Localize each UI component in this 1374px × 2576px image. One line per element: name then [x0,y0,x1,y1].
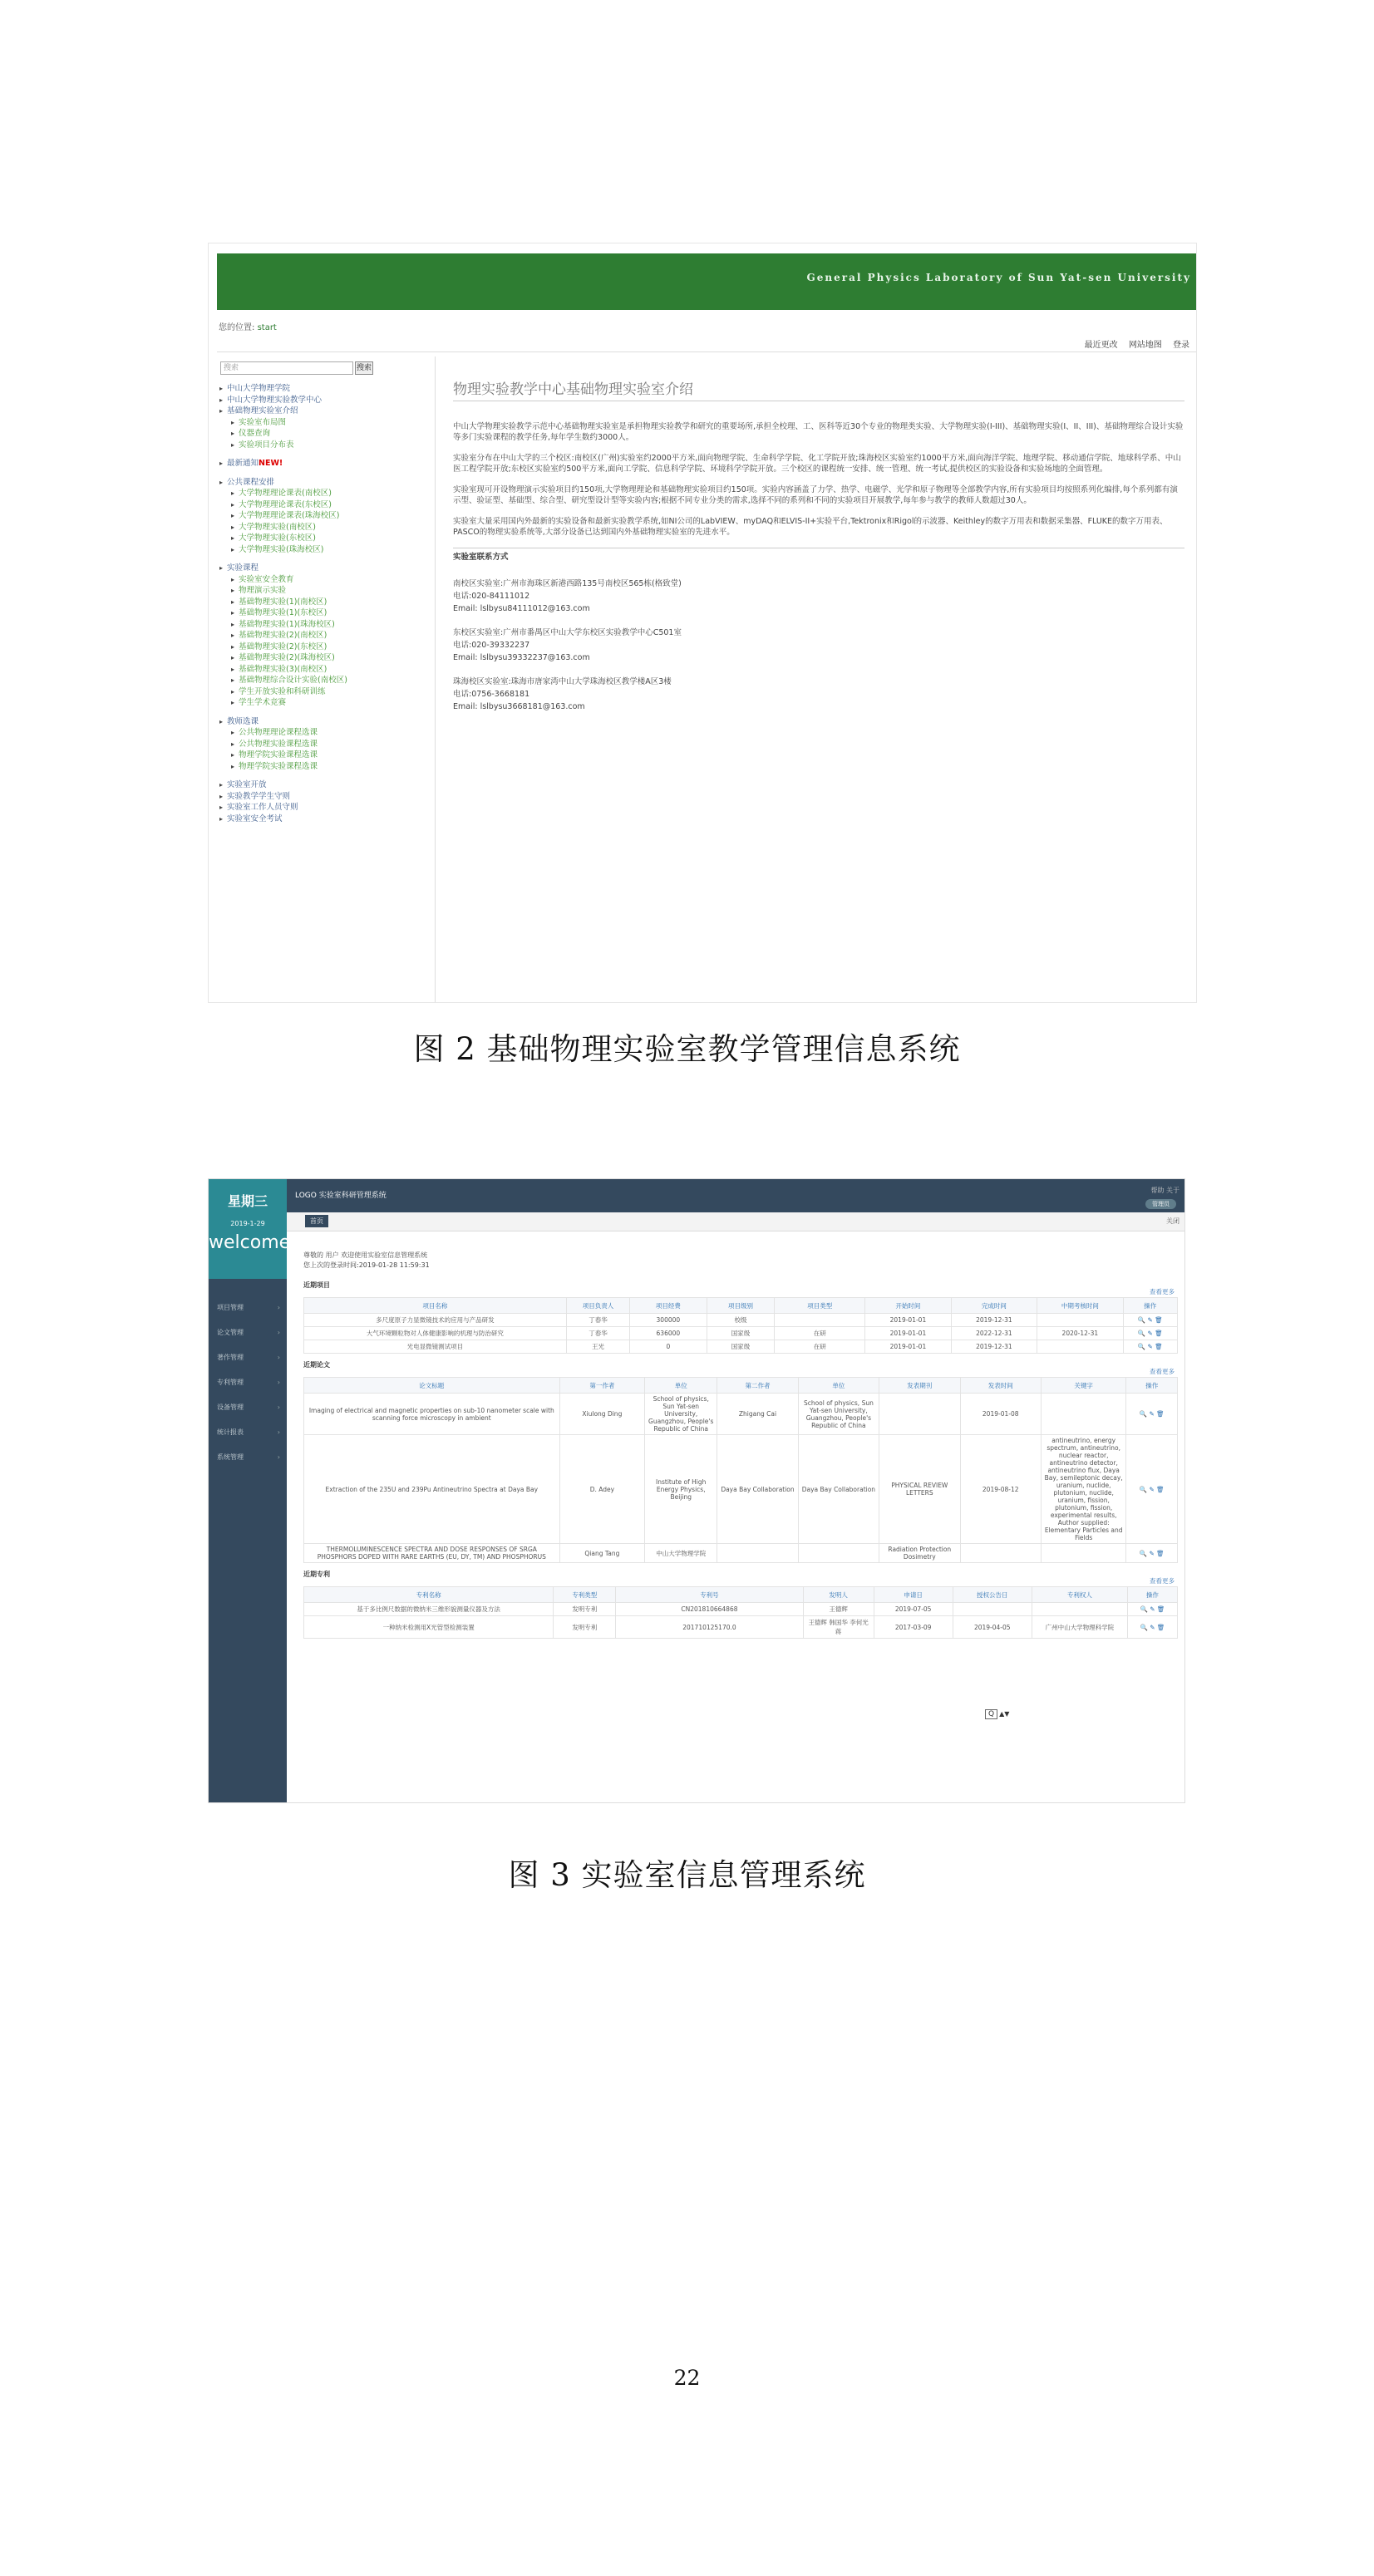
sidebar-item-label: 大学物理实验(东校区) [239,533,316,543]
sidebar-item-label: 实验室开放 [227,780,267,789]
table-cell: 636000 [630,1327,707,1340]
menu-item-system[interactable]: 系统管理 › [209,1445,287,1470]
table-cell: Daya Bay Collaboration [798,1435,879,1544]
table-row [304,1394,1178,1435]
row-actions[interactable]: 🔍 ✎ 🗑 [1126,1435,1178,1544]
email-line[interactable]: Email: lslbysu3668181@163.com [453,702,585,711]
more-link[interactable]: 查看更多 [1150,1577,1175,1585]
phone-line: 电话:0756-3668181 [453,690,530,699]
table-cell: 2019-04-05 [953,1616,1032,1639]
search-input[interactable]: 搜索 [220,361,353,375]
menu-item-books[interactable]: 著作管理 › [209,1345,287,1370]
stepper-value[interactable]: Q [985,1709,997,1719]
table-cell [717,1544,798,1563]
section-heading: 近期论文 [303,1361,330,1369]
intro-paragraph: 实验室现可开设物理演示实验项目约150项,大学物理理论和基础物理实验项目约150项。实验内容涵盖了力学、热学、电磁学、光学和原子物理等全部教学内容,所有实验项目均按照系列化编排,每个系列都有演示型、验证型、基础型、综合型、研究型设计型等实验内容;根据不同专业分类的需求,选择不同的系列和不同的实验项目开展教学,每年参与教学的教师人数超过30人。 [453,485,1178,505]
sidebar-item[interactable] [217,675,435,686]
column-header[interactable]: 发表时间 [960,1378,1041,1394]
row-actions[interactable]: 🔍 ✎ 🗑 [1123,1340,1177,1354]
table-cell: Daya Bay Collaboration [717,1435,798,1544]
patents-table [303,1586,1178,1639]
table-cell: 2019-12-31 [951,1340,1037,1354]
table-cell: 2019-01-01 [865,1340,951,1354]
recent-papers-section [303,1360,1178,1563]
column-header[interactable]: 操作 [1127,1587,1177,1603]
table-cell: 0 [630,1340,707,1354]
breadcrumb-link[interactable]: start [257,323,277,332]
table-row [304,1314,1178,1327]
sitemap-link[interactable]: 网站地图 [1128,341,1162,350]
sidebar-item-label: 教师选课 [227,716,259,726]
menu-item-patents[interactable]: 专利管理 › [209,1370,287,1395]
sidebar-item-label: 大学物理理论课表(东校区) [239,499,332,509]
papers-table [303,1377,1178,1563]
site-banner [217,253,1196,310]
section-heading: 近期专利 [303,1571,330,1578]
table-cell: Qiang Tang [559,1544,645,1563]
sidebar-item[interactable] [217,395,435,406]
sidebar-item-label: 公共课程安排 [227,477,275,487]
sidebar-item[interactable] [217,477,435,489]
column-header[interactable]: 项目级别 [707,1298,775,1314]
sidebar-item-label: 基础物理实验(2)(珠海校区) [239,653,335,662]
column-header[interactable]: 开始时间 [865,1298,951,1314]
column-header[interactable]: 操作 [1123,1298,1177,1314]
left-menu [209,1295,287,1470]
sidebar-item[interactable] [217,428,435,440]
left-sidebar [209,1179,291,1802]
projects-table [303,1297,1178,1354]
column-header[interactable]: 完成时间 [951,1298,1037,1314]
table-cell: 在研 [775,1327,865,1340]
recent-patents-section [303,1570,1178,1639]
sidebar-item[interactable] [217,652,435,664]
welcome-text: welcome [209,1232,291,1253]
stepper-arrows-icon[interactable]: ▲▼ [999,1710,1010,1718]
sidebar-item-label: 实验室布局图 [239,417,287,427]
sidebar-item[interactable] [217,716,435,728]
sidebar-item-label: 实验室安全教育 [239,574,294,584]
table-cell: 2019-07-05 [874,1603,953,1616]
intro-paragraph: 中山大学物理实验教学示范中心基础物理实验室是承担物理实验教学和研究的重要场所,承担全校理、工、医科等近30个专业的物理类实验、大学物理实验(I-III)、基础物理实验(I、II、III)、基础物理综合设计实验等多门实验课程的教学任务,每年学生数约3000人。 [453,422,1184,442]
intro-paragraph: 实验室分布在中山大学的三个校区:南校区(广州)实验室约2000平方米,面向物理学院、生命科学学院、化工学院开放;珠海校区实验室约1000平方米,面向海洋学院、地理学院、移动通信学院、地球科学系、中山医工程学院开放;东校区实验室约500平方米,面向工学院、信息科学学院、环境科学学院开放。三个校区的课程统一安排、统一管理、统一考试,提供校区的实验设备和实验场地的全面管理。 [453,454,1181,474]
date-text: 2019-1-29 [230,1220,265,1227]
main-content [453,381,1184,725]
table-cell: D. Adey [559,1435,645,1544]
table-cell: 丁春华 [566,1327,629,1340]
sidebar-item[interactable] [217,697,435,709]
table-row [304,1616,1178,1639]
table-cell: 300000 [630,1314,707,1327]
more-link[interactable]: 查看更多 [1150,1288,1175,1295]
sidebar-item[interactable] [217,417,435,429]
sidebar-item-label: 大学物理理论课表(南校区) [239,489,332,498]
column-header[interactable]: 关键字 [1041,1378,1126,1394]
table-cell: 2019-01-01 [865,1314,951,1327]
table-cell: 一种纳米检测用X光管型检测装置 [304,1616,554,1639]
column-header[interactable]: 申请日 [874,1587,953,1603]
sidebar-item[interactable] [217,750,435,761]
row-actions[interactable]: 🔍 ✎ 🗑 [1126,1394,1178,1435]
divider [217,351,1196,352]
table-cell: 2020-12-31 [1037,1327,1123,1340]
column-header[interactable]: 专利权人 [1032,1587,1127,1603]
sidebar-item[interactable] [217,488,435,499]
sidebar-item-label: 大学物理实验(南校区) [239,522,316,532]
table-cell: Xiulong Ding [559,1394,645,1435]
sidebar-item-label: 实验室工作人员守则 [227,803,298,812]
table-cell [960,1544,1041,1563]
column-header[interactable]: 专利类型 [554,1587,616,1603]
sidebar-item[interactable] [217,761,435,773]
table-cell: School of physics, Sun Yat-sen University, Guangzhou, People's Republic of China [645,1394,717,1435]
sidebar-item-label: 基础物理实验(1)(珠海校区) [239,619,335,629]
table-cell: 基于多比例尺数据的微纳米三维形貌测量仪器及方法 [304,1603,554,1616]
table-cell: 多尺度原子力显微镜技术的应用与产品研发 [304,1314,567,1327]
table-cell: Imaging of electrical and magnetic properties on sub-10 nanometer scale with scanning force microscopy in ambient [304,1394,560,1435]
sidebar-item-label: 仪器查询 [239,429,271,438]
table-cell [798,1544,879,1563]
sidebar-item[interactable] [217,544,435,556]
sidebar-item[interactable] [217,739,435,750]
table-cell: 2019-08-12 [960,1435,1041,1544]
table-cell: PHYSICAL REVIEW LETTERS [879,1435,960,1544]
column-header[interactable]: 第一作者 [559,1378,645,1394]
top-bar [287,1179,1184,1212]
table-cell [1037,1314,1123,1327]
sidebar-item[interactable] [217,458,435,469]
sidebar-item[interactable] [217,664,435,676]
email-line[interactable]: Email: lslbysu84111012@163.com [453,604,590,613]
sidebar-item-label: 实验室安全考试 [227,814,283,823]
sidebar-item-label: 学生学术竞赛 [239,698,287,707]
sidebar-item[interactable] [217,499,435,511]
address-block-south [453,578,1184,615]
sidebar-item-label: 物理演示实验 [239,586,287,595]
table-cell [775,1314,865,1327]
column-header[interactable]: 第二作者 [717,1378,798,1394]
table-cell: 王光 [566,1340,629,1354]
row-actions[interactable]: 🔍 ✎ 🗑 [1126,1544,1178,1563]
sidebar-item[interactable] [217,533,435,544]
sidebar-item-label: 中山大学物理学院 [227,384,291,393]
sidebar-item[interactable] [217,406,435,417]
top-links [1076,337,1189,350]
column-header[interactable]: 项目经费 [630,1298,707,1314]
sidebar-item[interactable] [217,686,435,698]
tab-bar [287,1212,1184,1231]
date-panel [209,1179,291,1279]
banner-title: General Physics Laboratory of Sun Yat-sen University [806,272,1191,283]
sidebar-item-label: 实验教学学生守则 [227,791,291,801]
sidebar-item[interactable] [217,619,435,631]
sidebar-item-label: 物理学院实验课程选课 [239,761,318,771]
address-line: 东校区实验室:广州市番禺区中山大学东校区实验教学中心C501室 [453,628,682,637]
column-header[interactable]: 单位 [798,1378,879,1394]
sidebar-item-label: 物理学院实验课程选课 [239,750,318,760]
table-cell: 光电显微镜测试项目 [304,1340,567,1354]
page-number: 22 [673,2366,701,2390]
user-badge[interactable]: 管理员 [1145,1199,1176,1209]
column-header[interactable]: 发表期刊 [879,1378,960,1394]
table-row [304,1340,1178,1354]
table-cell [1041,1544,1126,1563]
tab-home[interactable]: 首页 [305,1215,328,1227]
table-cell [1037,1340,1123,1354]
menu-item-reports[interactable]: 统计报表 › [209,1420,287,1445]
column-header[interactable]: 操作 [1126,1378,1178,1394]
sidebar-nav [217,383,435,824]
table-cell: THERMOLUMINESCENCE SPECTRA AND DOSE RESPONSES OF SRGA PHOSPHORS DOPED WITH RARE EARTHS (EU, DY, TM) AND PHOSPHORUS [304,1544,560,1563]
email-line[interactable]: Email: lslbysu39332237@163.com [453,653,590,662]
column-header[interactable]: 论文标题 [304,1378,560,1394]
address-line: 南校区实验室:广州市海珠区新港西路135号南校区565栋(格致堂) [453,579,682,588]
sidebar-item[interactable] [217,574,435,586]
sidebar-item-label: 实验课程 [227,563,259,573]
contact-heading: 实验室联系方式 [453,553,509,562]
sidebar-item-label: 基础物理实验(1)(东校区) [239,608,327,617]
sidebar [217,356,436,1002]
row-actions[interactable]: 🔍 ✎ 🗑 [1123,1314,1177,1327]
column-header[interactable]: 中期考核时间 [1037,1298,1123,1314]
row-actions[interactable]: 🔍 ✎ 🗑 [1127,1603,1177,1616]
column-header[interactable]: 专利名称 [304,1587,554,1603]
table-cell: antineutrino, energy spectrum, antineutrino, nuclear reactor, antineutrino detector, antineutrino flux, Daya Bay, semileptonic decay, uranium, nuclide, plutonium, nuclide, uranium, fission, plutonium, fission, experimental results, Author supplied: Elementary Particles and Fields [1041,1435,1126,1544]
table-cell: 2019-01-08 [960,1394,1041,1435]
sidebar-item[interactable] [217,585,435,597]
weekday: 星期三 [227,1193,268,1209]
last-login: 您上次的登录时间:2019-01-28 11:59:31 [303,1261,430,1269]
breadcrumb [219,320,277,332]
table-cell: 发明专利 [554,1603,616,1616]
table-cell: CN201810664868 [616,1603,803,1616]
nav-spacer [217,555,435,563]
sidebar-item[interactable] [217,563,435,574]
table-row [304,1603,1178,1616]
table-cell: 发明专利 [554,1616,616,1639]
search-button[interactable]: 搜索 [355,361,373,375]
table-cell [1041,1394,1126,1435]
sidebar-item[interactable] [217,791,435,803]
table-cell: 校级 [707,1314,775,1327]
address-line: 珠海校区实验室:珠海市唐家湾中山大学珠海校区教学楼A区3楼 [453,677,672,686]
sidebar-item-label: 基础物理实验室介绍 [227,406,298,415]
phone-line: 电话:020-39332237 [453,641,530,650]
table-row [304,1435,1178,1544]
sidebar-item[interactable] [217,630,435,642]
table-row [304,1327,1178,1340]
menu-item-projects[interactable]: 项目管理 › [209,1295,287,1320]
sidebar-item[interactable] [217,440,435,451]
table-cell [953,1603,1032,1616]
sidebar-item-label: 基础物理实验(2)(东校区) [239,642,327,651]
sidebar-item[interactable] [217,510,435,522]
column-header[interactable]: 发明人 [803,1587,874,1603]
page-title: 物理实验教学中心基础物理实验室介绍 [453,385,1184,401]
column-header[interactable]: 项目名称 [304,1298,567,1314]
column-header[interactable]: 单位 [645,1378,717,1394]
welcome-message: 尊敬的 用户 欢迎使用实验室信息管理系统 [303,1251,428,1259]
sidebar-item[interactable] [217,727,435,739]
recent-projects-section [303,1281,1178,1354]
sidebar-item-label: 大学物理理论课表(珠海校区) [239,511,340,520]
sidebar-item[interactable] [217,779,435,791]
nav-spacer [217,772,435,779]
table-cell: 丁春华 [566,1314,629,1327]
sidebar-item-label: 最新通知 [227,459,259,468]
table-cell: 在研 [775,1340,865,1354]
sidebar-item-label: 基础物理实验(1)(南校区) [239,597,327,607]
sidebar-item[interactable] [217,522,435,533]
figure-3-screenshot [208,1178,1185,1803]
address-block-zhuhai [453,676,1184,713]
sidebar-item-label: 基础物理综合设计实验(南校区) [239,676,347,685]
table-cell [879,1394,960,1435]
table-cell: School of physics, Sun Yat-sen University, Guangzhou, People's Republic of China [798,1394,879,1435]
nav-spacer [217,450,435,458]
row-actions[interactable]: 🔍 ✎ 🗑 [1123,1327,1177,1340]
table-cell: 2017-03-09 [874,1616,953,1639]
address-block-east [453,627,1184,664]
sidebar-item-label: 公共物理理论课程选课 [239,728,318,737]
row-actions[interactable]: 🔍 ✎ 🗑 [1127,1616,1177,1639]
login-link[interactable]: 登录 [1173,341,1189,350]
table-cell: Zhigang Cai [717,1394,798,1435]
sidebar-item-label: 基础物理实验(2)(南校区) [239,631,327,640]
sidebar-item[interactable] [217,814,435,825]
table-cell: 国家级 [707,1340,775,1354]
sidebar-item-label: 公共物理实验课程选课 [239,739,318,749]
table-cell: 王德辉 [803,1603,874,1616]
sidebar-item-label: 学生开放实验和科研训练 [239,686,326,696]
column-header[interactable]: 授权公告日 [953,1587,1032,1603]
nav-spacer [217,709,435,716]
column-header[interactable]: 项目负责人 [566,1298,629,1314]
table-cell: 中山大学物理学院 [645,1544,717,1563]
help-links[interactable]: 帮助 关于 [1150,1187,1179,1194]
table-cell: 广州中山大学物理科学院 [1032,1616,1127,1639]
figure-2-screenshot [208,243,1197,1003]
sidebar-item[interactable] [217,802,435,814]
intro-paragraph: 实验室大量采用国内外最新的实验设备和最新实验教学系统,如NI公司的LabVIEW、myDAQ和ELVIS-II+实验平台,Tektronix和Rigol的示波器、Keithley的数字万用表和数据采集器、FLUKE的数字万用表、PASCO的物理实验系统等,大部分设备已达到国内外基础物理实验室的先进水平。 [453,517,1168,537]
table-cell: 201710125170.0 [616,1616,803,1639]
table-cell: Institute of High Energy Physics, Beijing [645,1435,717,1544]
sidebar-item[interactable] [217,642,435,653]
table-row [304,1544,1178,1563]
column-header[interactable]: 项目类型 [775,1298,865,1314]
recent-changes-link[interactable]: 最近更改 [1084,341,1118,350]
table-cell: Extraction of the 235U and 239Pu Antineutrino Spectra at Daya Bay [304,1435,560,1544]
table-cell: 王德辉 韩国华 李何光 蒋 [803,1616,874,1639]
more-link[interactable]: 查看更多 [1150,1368,1175,1375]
breadcrumb-label: 您的位置: [219,323,255,332]
new-badge: NEW! [259,459,283,468]
sidebar-item-label: 基础物理实验(3)(南校区) [239,664,327,674]
sidebar-item[interactable] [217,607,435,619]
table-cell: 大气环境颗粒物对人体健康影响的机理与防治研究 [304,1327,567,1340]
app-logo: LOGO 实验室科研管理系统 [295,1192,387,1200]
table-cell: Radiation Protection Dosimetry [879,1544,960,1563]
section-heading: 近期项目 [303,1281,330,1289]
table-cell: 2019-12-31 [951,1314,1037,1327]
table-cell [1032,1603,1127,1616]
sidebar-item-label: 实验项目分布表 [239,440,294,450]
menu-item-equipment[interactable]: 设备管理 › [209,1395,287,1420]
sidebar-item-label: 中山大学物理实验教学中心 [227,395,323,405]
table-cell: 国家级 [707,1327,775,1340]
page-stepper[interactable] [983,1709,1009,1719]
dashboard-main [303,1251,1178,1639]
sidebar-item-label: 大学物理实验(珠海校区) [239,544,324,554]
figure-2-caption: 图 2 基础物理实验室教学管理信息系统 [413,1031,961,1067]
close-tabs-button[interactable]: 关闭 [1166,1217,1179,1225]
nav-spacer [217,469,435,477]
table-cell: 2019-01-01 [865,1327,951,1340]
menu-item-papers[interactable]: 论文管理 › [209,1320,287,1345]
column-header[interactable]: 专利号 [616,1587,803,1603]
phone-line: 电话:020-84111012 [453,592,530,601]
table-cell: 2022-12-31 [951,1327,1037,1340]
sidebar-item[interactable] [217,597,435,608]
sidebar-item[interactable] [217,383,435,395]
figure-3-caption: 图 3 实验室信息管理系统 [508,1857,866,1893]
